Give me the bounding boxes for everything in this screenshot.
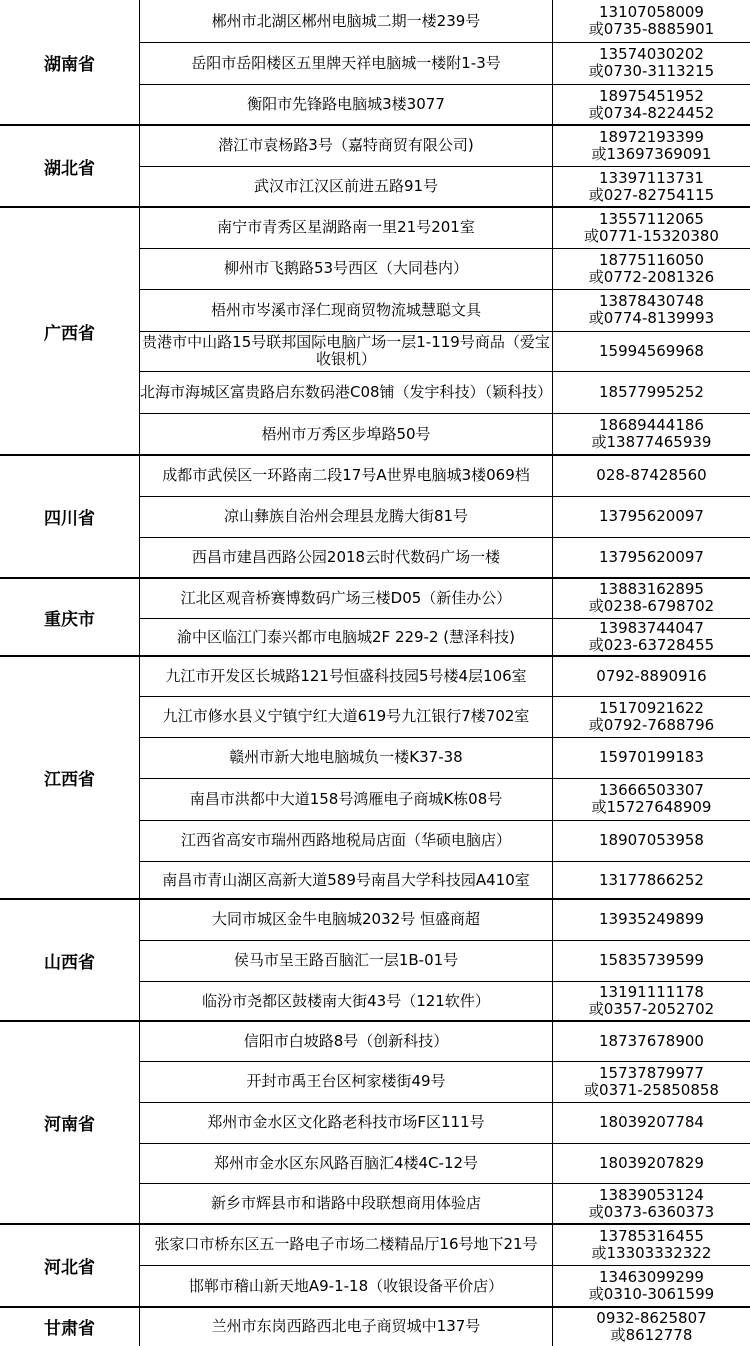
phone-cell <box>553 899 750 940</box>
phone-cell <box>553 1102 750 1143</box>
address-cell: 邯郸市稽山新天地A9-1-18（收银设备平价店） <box>140 1265 553 1307</box>
phone-cell <box>553 0 750 42</box>
phone-cell <box>553 578 750 618</box>
address-cell: 柳州市飞鹅路53号西区（大同巷内） <box>140 248 553 289</box>
province-cell: 山西省 <box>0 899 140 1021</box>
phone-cell <box>553 861 750 899</box>
phone-cell <box>553 1307 750 1346</box>
phone-number: 或027-82754115 <box>588 185 715 204</box>
phone-number: 18775116050 <box>599 250 704 269</box>
phone-number: 13785316455 <box>599 1226 704 1245</box>
phone-cell <box>553 413 750 455</box>
phone-number: 18972193399 <box>599 127 704 146</box>
phone-number: 13177866252 <box>599 870 704 889</box>
phone-cell <box>553 1224 750 1265</box>
phone-number: 18039207784 <box>599 1113 704 1131</box>
address-cell: 大同市城区金牛电脑城2032号 恒盛商超 <box>140 899 553 940</box>
province-cell: 湖北省 <box>0 125 140 207</box>
address-cell: 梧州市岑溪市泽仁现商贸物流城慧聪文具 <box>140 289 553 331</box>
phone-number: 028-87428560 <box>596 466 707 484</box>
phone-number: 18577995252 <box>599 382 704 401</box>
phone-number: 13574030202 <box>599 45 704 63</box>
province-cell: 广西省 <box>0 207 140 455</box>
address-cell: 贵港市中山路15号联邦国际电脑广场一层1-119号商品（爱宝收银机） <box>140 331 553 371</box>
address-cell: 江西省高安市瑞州西路地税局店面（华硕电脑店） <box>140 820 553 861</box>
phone-number: 15737879977 <box>599 1063 704 1082</box>
phone-number: 或0735-8885901 <box>588 20 715 38</box>
phone-number: 13666503307 <box>599 781 704 799</box>
address-cell: 渝中区临江门泰兴都市电脑城2F 229-2 (慧泽科技) <box>140 618 553 656</box>
address-cell: 北海市海城区富贵路启东数码港C08铺（发宇科技）（颖科技） <box>140 371 553 413</box>
phone-cell <box>553 248 750 289</box>
phone-number: 或0357-2052702 <box>588 1000 715 1018</box>
address-cell: 临汾市尧都区鼓楼南大街43号（121软件） <box>140 981 553 1021</box>
address-cell: 凉山彝族自治州会理县龙腾大街81号 <box>140 496 553 537</box>
address-cell: 成都市武侯区一环路南二段17号A世界电脑城3楼069档 <box>140 455 553 496</box>
phone-cell <box>553 207 750 248</box>
phone-number: 或15727648909 <box>591 798 712 816</box>
phone-number: 15994569968 <box>599 341 704 360</box>
address-cell: 岳阳市岳阳楼区五里牌天祥电脑城一楼附1-3号 <box>140 42 553 84</box>
phone-cell <box>553 125 750 166</box>
address-cell: 侯马市呈王路百脑汇一层1B-01号 <box>140 940 553 981</box>
phone-number: 13983744047 <box>599 619 704 637</box>
phone-number: 或13877465939 <box>591 433 712 451</box>
phone-cell <box>553 1021 750 1061</box>
phone-number: 13397113731 <box>599 168 704 187</box>
phone-cell <box>553 1265 750 1307</box>
address-cell: 九江市开发区长城路121号恒盛科技园5号楼4层106室 <box>140 656 553 696</box>
phone-cell <box>553 289 750 331</box>
phone-number: 或8612778 <box>610 1325 693 1344</box>
phone-number: 或13303332322 <box>591 1243 712 1262</box>
address-cell: 西昌市建昌西路公园2018云时代数码广场一楼 <box>140 537 553 578</box>
phone-cell <box>553 820 750 861</box>
province-cell: 重庆市 <box>0 578 140 656</box>
phone-cell <box>553 656 750 696</box>
phone-number: 13795620097 <box>599 548 704 566</box>
phone-number: 或0792-7688796 <box>588 715 715 734</box>
address-cell: 郑州市金水区文化路老科技市场F区111号 <box>140 1102 553 1143</box>
phone-number: 或0771-15320380 <box>584 226 719 245</box>
phone-number: 13883162895 <box>599 580 704 598</box>
phone-cell <box>553 166 750 207</box>
phone-number: 或0238-6798702 <box>588 597 715 615</box>
phone-number: 15170921622 <box>599 698 704 717</box>
phone-cell <box>553 496 750 537</box>
phone-cell <box>553 371 750 413</box>
phone-cell <box>553 1061 750 1102</box>
phone-number: 13557112065 <box>599 209 704 228</box>
address-cell: 南昌市洪都中大道158号鸿雁电子商城K栋08号 <box>140 778 553 820</box>
address-cell: 南昌市青山湖区高新大道589号南昌大学科技园A410室 <box>140 861 553 899</box>
phone-cell <box>553 981 750 1021</box>
address-cell: 南宁市青秀区星湖路南一里21号201室 <box>140 207 553 248</box>
phone-number: 15970199183 <box>599 748 704 766</box>
province-cell: 江西省 <box>0 656 140 899</box>
phone-cell <box>553 1143 750 1183</box>
address-cell: 兰州市东岗西路西北电子商贸城中137号 <box>140 1307 553 1346</box>
phone-cell <box>553 696 750 737</box>
phone-number: 18689444186 <box>599 416 704 434</box>
address-cell: 郑州市金水区东风路百脑汇4楼4C-12号 <box>140 1143 553 1183</box>
phone-cell <box>553 940 750 981</box>
phone-number: 18907053958 <box>599 831 704 849</box>
phone-number: 13463099299 <box>599 1268 704 1286</box>
phone-cell <box>553 778 750 820</box>
phone-number: 或0774-8139993 <box>588 309 715 327</box>
phone-number: 13191111178 <box>599 983 704 1001</box>
phone-number: 或13697369091 <box>591 144 712 163</box>
province-cell: 甘肃省 <box>0 1307 140 1346</box>
address-cell: 武汉市江汉区前进五路91号 <box>140 166 553 207</box>
phone-cell <box>553 1183 750 1224</box>
phone-number: 13107058009 <box>599 3 704 21</box>
address-cell: 梧州市万秀区步埠路50号 <box>140 413 553 455</box>
address-cell: 张家口市桥东区五一路电子市场二楼精品厅16号地下21号 <box>140 1224 553 1265</box>
phone-cell <box>553 737 750 778</box>
address-cell: 九江市修水县义宁镇宁红大道619号九江银行7楼702室 <box>140 696 553 737</box>
phone-cell <box>553 84 750 125</box>
phone-cell <box>553 618 750 656</box>
phone-number: 或023-63728455 <box>588 636 715 654</box>
province-cell: 河南省 <box>0 1021 140 1224</box>
phone-number: 或0772-2081326 <box>588 267 715 286</box>
phone-cell <box>553 42 750 84</box>
phone-number: 0932-8625807 <box>596 1308 707 1327</box>
phone-number: 13795620097 <box>599 507 704 525</box>
phone-number: 或0310-3061599 <box>588 1285 715 1303</box>
phone-number: 18737678900 <box>599 1031 704 1050</box>
phone-number: 0792-8890916 <box>596 666 707 685</box>
address-cell: 江北区观音桥赛博数码广场三楼D05（新佳办公） <box>140 578 553 618</box>
province-cell: 湖南省 <box>0 0 140 125</box>
phone-number: 13935249899 <box>599 910 704 928</box>
phone-number: 18039207829 <box>599 1153 704 1172</box>
phone-number: 或0734-8224452 <box>588 103 715 122</box>
address-cell: 新乡市辉县市和谐路中段联想商用体验店 <box>140 1183 553 1224</box>
address-cell: 赣州市新大地电脑城负一楼K37-38 <box>140 737 553 778</box>
phone-number: 13839053124 <box>599 1185 704 1204</box>
address-cell: 衡阳市先锋路电脑城3楼3077 <box>140 84 553 125</box>
phone-number: 18975451952 <box>599 86 704 105</box>
province-cell: 河北省 <box>0 1224 140 1307</box>
address-cell: 潜江市袁杨路3号（嘉特商贸有限公司) <box>140 125 553 166</box>
phone-cell <box>553 331 750 371</box>
phone-number: 13878430748 <box>599 292 704 310</box>
phone-number: 15835739599 <box>599 951 704 969</box>
address-cell: 开封市禹王台区柯家楼街49号 <box>140 1061 553 1102</box>
phone-cell <box>553 455 750 496</box>
address-cell: 信阳市白坡路8号（创新科技） <box>140 1021 553 1061</box>
phone-number: 或0730-3113215 <box>588 62 715 80</box>
phone-number: 或0373-6360373 <box>588 1202 715 1221</box>
phone-number: 或0371-25850858 <box>584 1080 719 1099</box>
province-cell: 四川省 <box>0 455 140 578</box>
phone-cell <box>553 537 750 578</box>
address-cell: 郴州市北湖区郴州电脑城二期一楼239号 <box>140 0 553 42</box>
